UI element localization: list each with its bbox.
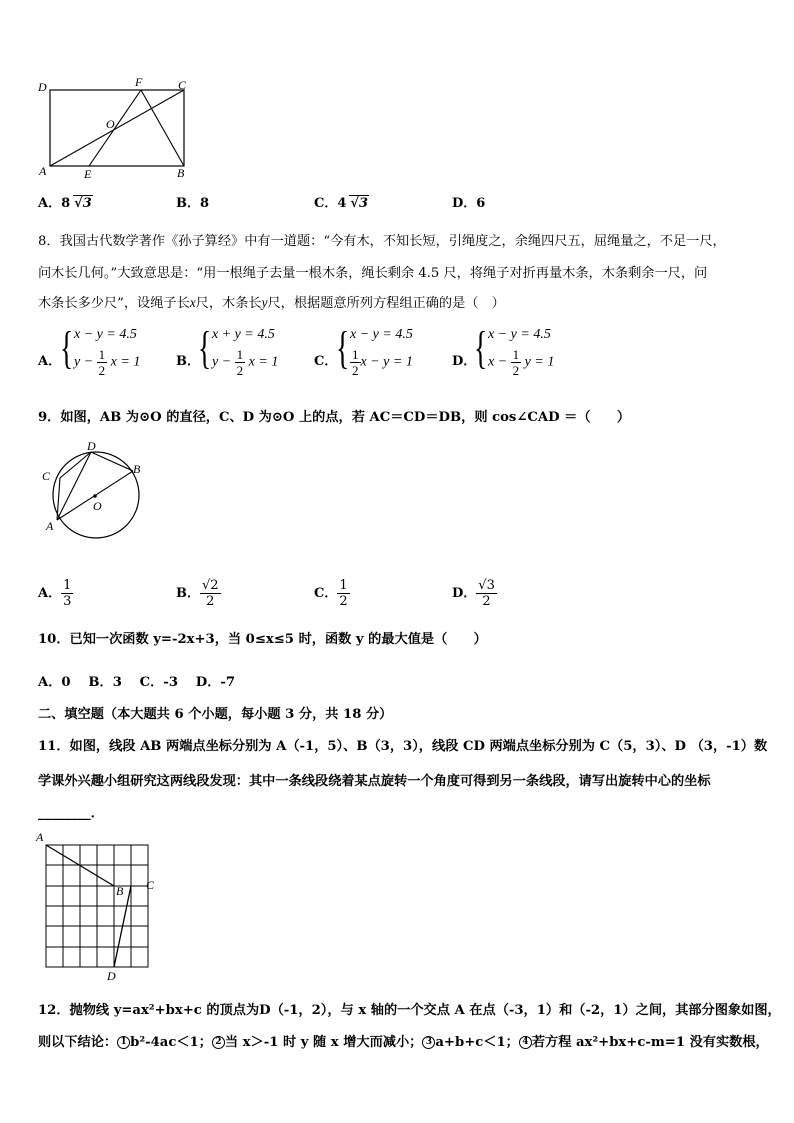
q8-option-c-system[interactable]: { x − y = 4.5 $\frac{1}{2}$ x − y = 1 xyxy=(336,322,413,378)
label-O: O xyxy=(93,499,102,513)
grid-figure xyxy=(34,828,164,986)
q12-line-1: 12．抛物线 y=ax²+bx+c 的顶点为D（-1，2），与 x 轴的一个交点 A 在点（-3，1）和（-2，1）之间，其部分图象如图， xyxy=(38,1003,781,1018)
label-D: D xyxy=(87,439,96,453)
q9-option-d[interactable]: D． $\frac{√3}{2}$ xyxy=(452,578,495,609)
label-C: C xyxy=(42,469,51,483)
circled-number-2: 2 xyxy=(212,1036,225,1049)
q8-line-3: 木条长多少尺”，设绳子长x尺，木条长y尺，根据题意所列方程组正确的是（ ） xyxy=(38,295,505,311)
circled-number-4: 4 xyxy=(519,1036,532,1049)
q8-line-2: 问木长几何。”大致意思是：“用一根绳子去量一根木条，绳长剩余 4.5 尺，将绳子对折再量木条，木条剩余一尺，问 xyxy=(38,266,708,281)
section-heading: 二、填空题（本大题共 6 个小题，每小题 3 分，共 18 分） xyxy=(38,707,393,722)
q8-option-b-label[interactable]: B． xyxy=(176,354,200,369)
label-B: B xyxy=(177,166,185,180)
label-B: B xyxy=(116,884,124,898)
label-F: F xyxy=(135,76,143,89)
rectangle-figure xyxy=(36,76,196,180)
label-E: E xyxy=(84,167,92,180)
circle-figure xyxy=(38,438,148,546)
label-B: B xyxy=(133,462,141,476)
q7-option-a[interactable]: A．8 √3 xyxy=(38,196,92,211)
q7-option-c[interactable]: C．4 √3 xyxy=(314,196,368,211)
label-D: D xyxy=(38,80,47,94)
q8-option-b-system[interactable]: { x + y = 4.5 y − $\frac{1}{2}$ x = 1 xyxy=(198,322,279,378)
q8-option-d-label[interactable]: D． xyxy=(452,354,477,369)
circled-number-3: 3 xyxy=(422,1036,435,1049)
q10-options[interactable]: A．0 B．3 C．-3 D．-7 xyxy=(38,675,236,690)
label-C: C xyxy=(146,878,155,892)
label-A: A xyxy=(36,830,44,844)
q9-option-c[interactable]: C． $\frac{1}{2}$ xyxy=(314,578,348,609)
q9-option-a[interactable]: A． $\frac{1}{3}$ xyxy=(38,578,72,609)
label-D: D xyxy=(107,969,116,983)
label-A: A xyxy=(39,164,47,178)
q11-line-2: 学课外兴趣小组研究这两线段发现：其中一条线段绕着某点旋转一个角度可得到另一条线段，请写出旋转中心的坐标 xyxy=(38,774,711,789)
q8-option-a-label[interactable]: A． xyxy=(38,354,62,369)
q9-option-b[interactable]: B． $\frac{√2}{2}$ xyxy=(176,578,219,609)
circled-number-1: 1 xyxy=(117,1036,130,1049)
label-O: O xyxy=(106,117,115,131)
label-A: A xyxy=(46,519,54,533)
q9-question: 9．如图，AB 为⊙O 的直径，C、D 为⊙O 上的点，若 AC＝CD＝DB，则 cos∠CAD ＝（ ） xyxy=(38,410,631,425)
q7-option-b[interactable]: B．8 xyxy=(176,196,210,211)
q11-line-1: 11．如图，线段 AB 两端点坐标分别为 A（-1，5）、B（3，3），线段 CD 两端点坐标分别为 C（5，3）、D （3，-1）数 xyxy=(38,739,768,754)
q7-option-d[interactable]: D．6 xyxy=(452,196,486,211)
q10-question: 10．已知一次函数 y=-2x+3，当 0≤x≤5 时，函数 y 的最大值是（ ） xyxy=(38,632,487,647)
label-C: C xyxy=(178,78,187,92)
q11-answer-blank[interactable]: ________． xyxy=(38,806,104,821)
q8-option-a-system[interactable]: { x − y = 4.5 y − $\frac{1}{2}$ x = 1 xyxy=(60,322,141,378)
q8-option-d-system[interactable]: { x − y = 4.5 x − $\frac{1}{2}$ y = 1 xyxy=(474,322,555,378)
q8-option-c-label[interactable]: C． xyxy=(314,354,338,369)
q12-line-2: 则以下结论： 1 b²-4ac＜1； 2 当 x＞-1 时 y 随 x 增大而减小； 3 a+b+c＜1； 4 若方程 ax²+bx+c-m=1 没有实数根， xyxy=(38,1035,769,1050)
q8-line-1: 8．我国古代数学著作《孙子算经》中有一道题：“今有木，不知长短，引绳度之，余绳四尺五，屈绳量之，不足一尺， xyxy=(38,234,726,249)
